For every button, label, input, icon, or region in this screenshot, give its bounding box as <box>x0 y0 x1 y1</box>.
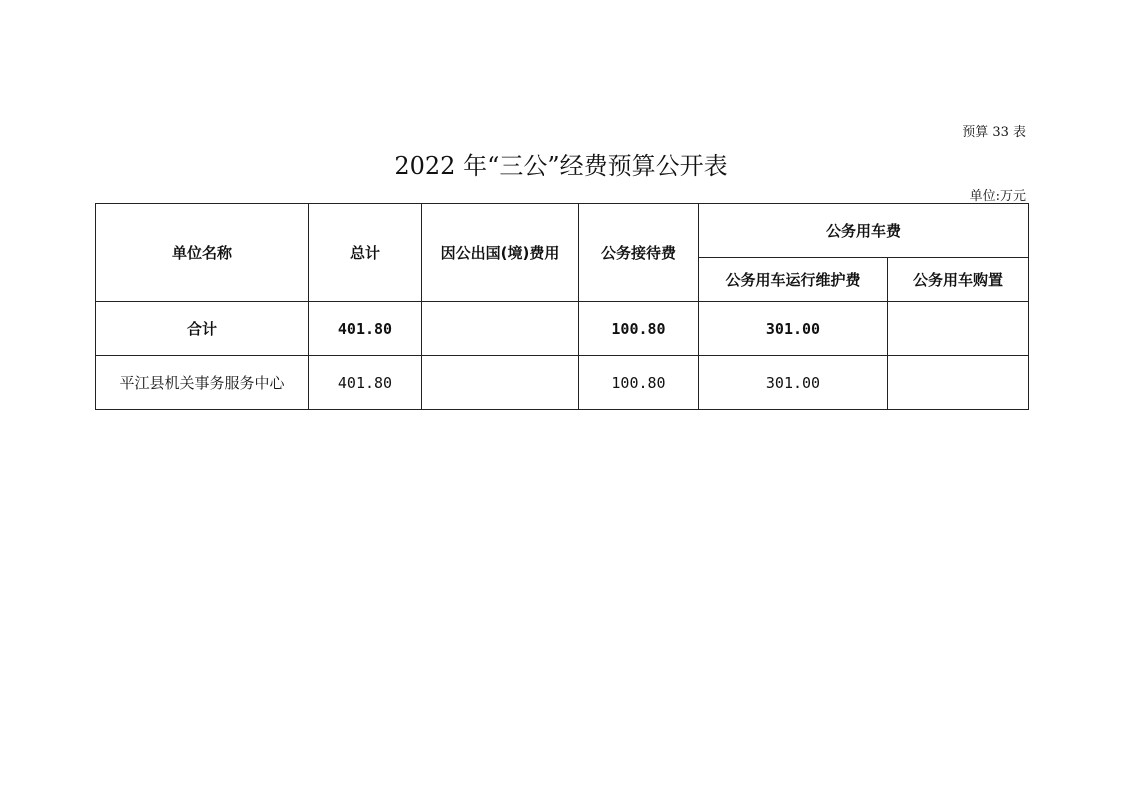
cell-reception: 100.80 <box>579 302 699 356</box>
cell-vehicle-purchase <box>888 356 1029 410</box>
cell-unit-name: 平江县机关事务服务中心 <box>96 356 309 410</box>
header-row <box>96 204 1029 258</box>
header-total: 总计 <box>309 204 422 302</box>
table-row-total <box>96 302 1029 356</box>
cell-vehicle-purchase <box>888 302 1029 356</box>
header-vehicle-group: 公务用车费 <box>699 204 1029 258</box>
cell-total: 401.80 <box>309 356 422 410</box>
cell-unit-name: 合计 <box>96 302 309 356</box>
header-reception: 公务接待费 <box>579 204 699 302</box>
table-number-label: 预算 33 表 <box>962 125 1026 140</box>
cell-reception: 100.80 <box>579 356 699 410</box>
unit-label: 单位:万元 <box>969 189 1026 204</box>
cell-vehicle-maintenance: 301.00 <box>699 356 888 410</box>
budget-table <box>95 203 1029 410</box>
header-vehicle-maintenance: 公务用车运行维护费 <box>699 258 888 302</box>
document-title: 2022 年“三公”经费预算公开表 <box>394 152 728 180</box>
header-vehicle-purchase: 公务用车购置 <box>888 258 1029 302</box>
header-unit-name: 单位名称 <box>96 204 309 302</box>
header-overseas: 因公出国(境)费用 <box>422 204 579 302</box>
cell-overseas <box>422 302 579 356</box>
cell-overseas <box>422 356 579 410</box>
cell-total: 401.80 <box>309 302 422 356</box>
cell-vehicle-maintenance: 301.00 <box>699 302 888 356</box>
table-row <box>96 356 1029 410</box>
